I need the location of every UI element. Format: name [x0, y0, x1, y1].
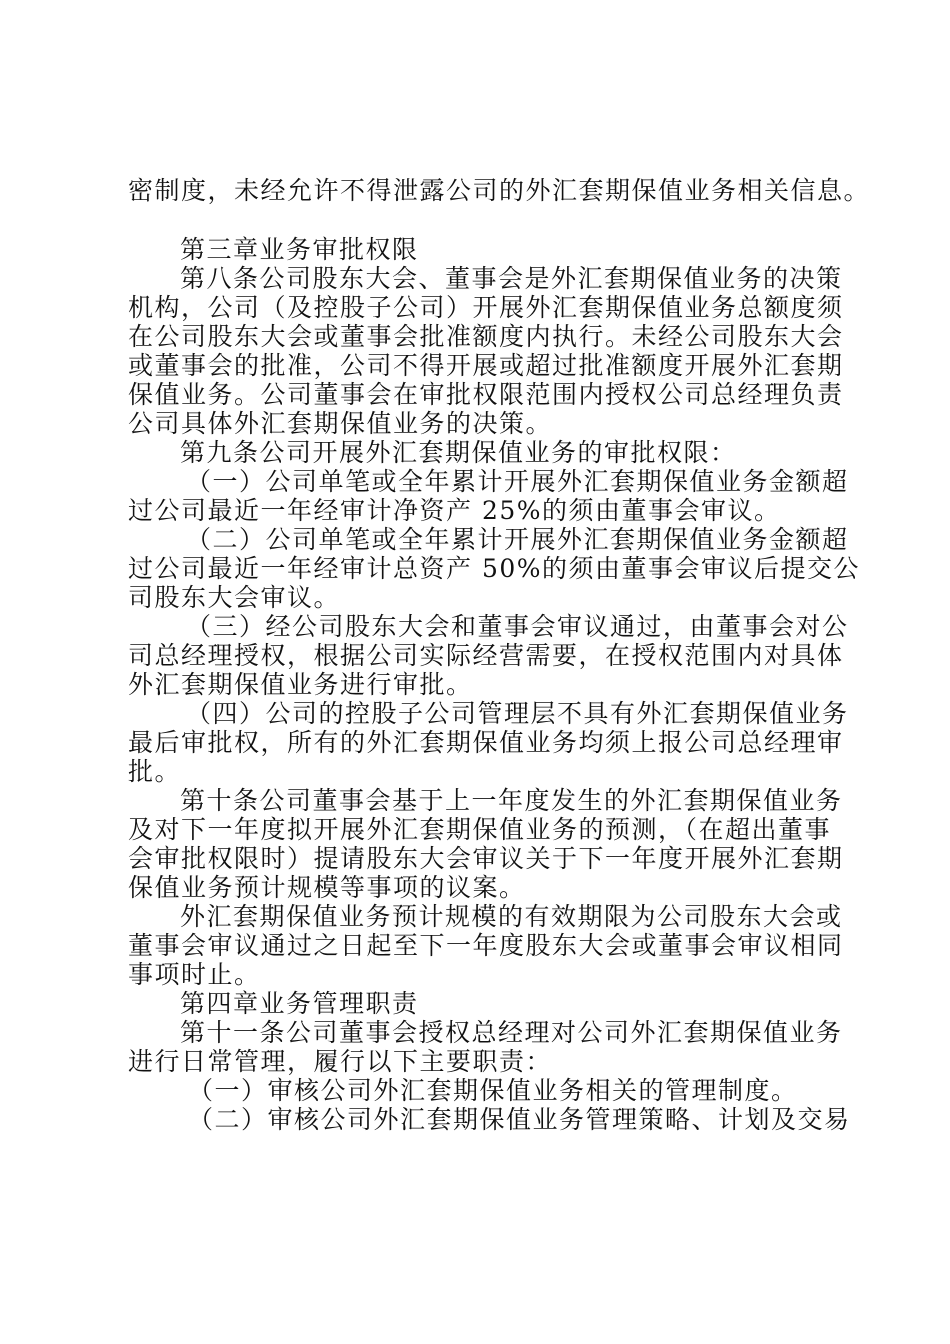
clause-line: （一）审核公司外汇套期保值业务相关的管理制度。 — [188, 1076, 798, 1105]
text-line: 批。 — [128, 757, 182, 786]
chapter-heading: 第四章业务管理职责 — [180, 989, 419, 1018]
clause-line: （一）公司单笔或全年累计开展外汇套期保值业务金额超 — [186, 467, 849, 496]
text-line: 进行日常管理，履行以下主要职责： — [128, 1047, 553, 1076]
text-line: 保值业务预计规模等事项的议案。 — [128, 873, 526, 902]
chapter-heading: 第三章业务审批权限 — [180, 235, 419, 264]
text-line: 事项时止。 — [128, 960, 261, 989]
document-page — [128, 176, 871, 1134]
text-line: 机构，公司（及控股子公司）开展外汇套期保值业务总额度须 — [128, 293, 844, 322]
text-line: 或董事会的批准，公司不得开展或超过批准额度开展外汇套期 — [128, 351, 844, 380]
clause-line: （二）公司单笔或全年累计开展外汇套期保值业务金额超 — [186, 525, 849, 554]
article-line: 外汇套期保值业务预计规模的有效期限为公司股东大会或 — [180, 902, 843, 931]
text-line: 公司具体外汇套期保值业务的决策。 — [128, 409, 553, 438]
clause-line: （四）公司的控股子公司管理层不具有外汇套期保值业务 — [186, 699, 849, 728]
text-line: 最后审批权，所有的外汇套期保值业务均须上报公司总经理审 — [128, 728, 844, 757]
article-line: 第九条公司开展外汇套期保值业务的审批权限： — [180, 438, 737, 467]
text-line: 保值业务。公司董事会在审批权限范围内授权公司总经理负责 — [128, 380, 844, 409]
text-line: 司总经理授权，根据公司实际经营需要，在授权范围内对具体 — [128, 641, 844, 670]
clause-line: （二）审核公司外汇套期保值业务管理策略、计划及交易 — [188, 1105, 851, 1134]
paragraph-gap — [128, 205, 840, 235]
text-line: 司股东大会审议。 — [128, 583, 341, 612]
text-line: 及对下一年度拟开展外汇套期保值业务的预测，（在超出董事 — [128, 815, 832, 844]
text-line: 过公司最近一年经审计总资产 50%的须由董事会审议后提交公 — [128, 554, 861, 583]
text-line: 密制度，未经允许不得泄露公司的外汇套期保值业务相关信息。 — [128, 176, 871, 205]
article-line: 第十条公司董事会基于上一年度发生的外汇套期保值业务 — [180, 786, 843, 815]
text-line: 外汇套期保值业务进行审批。 — [128, 670, 473, 699]
article-line: 第十一条公司董事会授权总经理对公司外汇套期保值业务 — [180, 1018, 843, 1047]
article-line: 第八条公司股东大会、董事会是外汇套期保值业务的决策 — [180, 264, 843, 293]
text-line: 会审批权限时）提请股东大会审议关于下一年度开展外汇套期 — [128, 844, 844, 873]
text-line: 过公司最近一年经审计净资产 25%的须由董事会审议。 — [128, 496, 781, 525]
text-line: 在公司股东大会或董事会批准额度内执行。未经公司股东大会 — [128, 322, 844, 351]
clause-line: （三）经公司股东大会和董事会审议通过，由董事会对公 — [186, 612, 849, 641]
text-line: 董事会审议通过之日起至下一年度股东大会或董事会审议相同 — [128, 931, 844, 960]
